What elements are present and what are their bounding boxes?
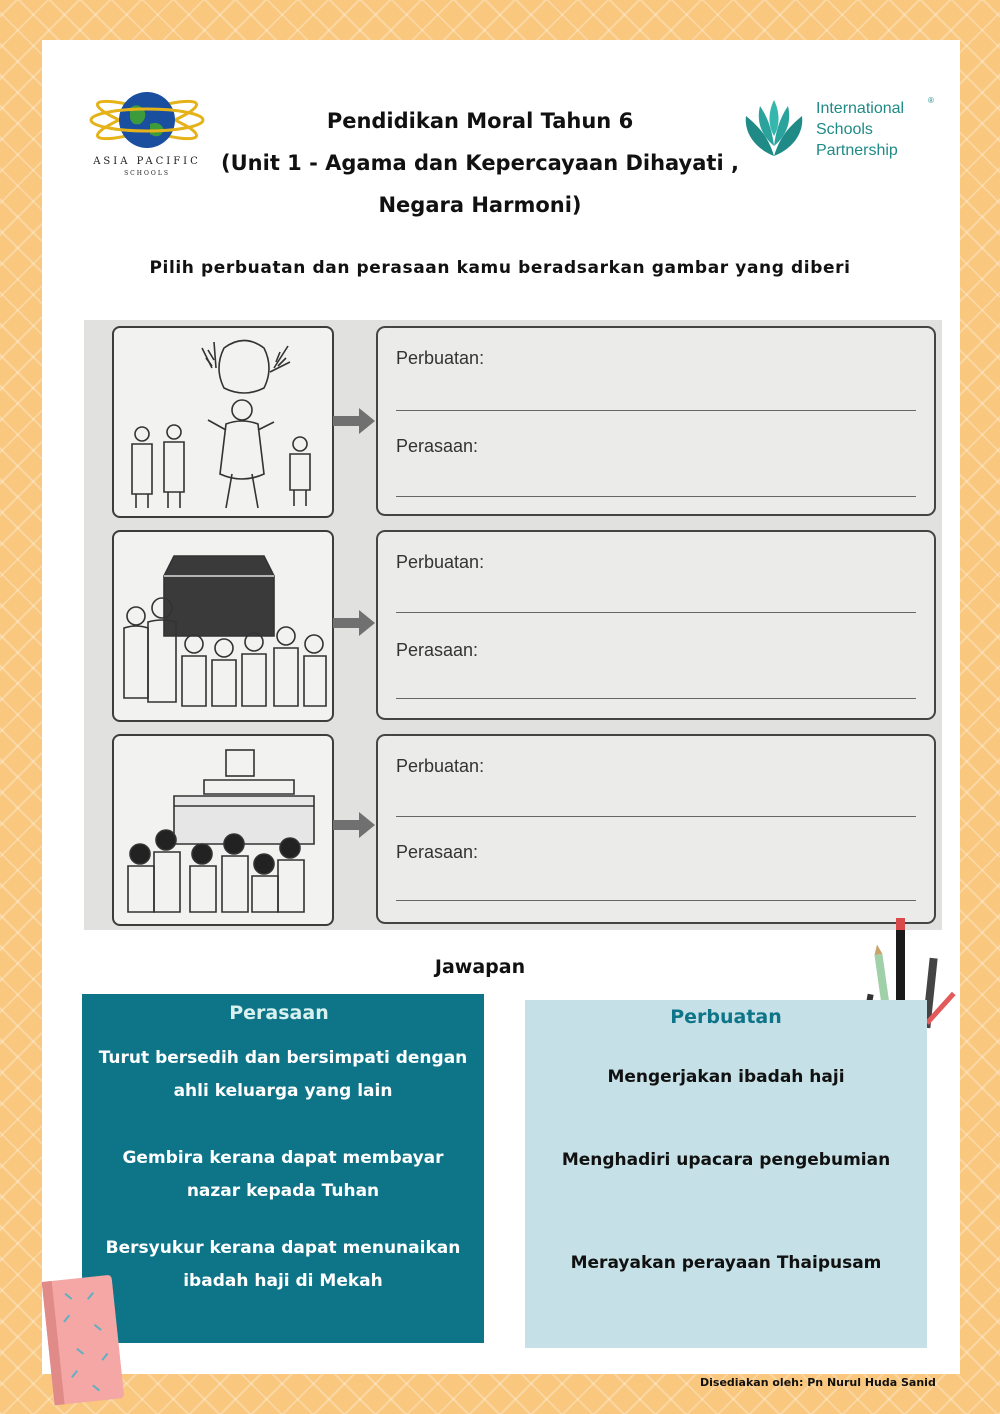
answer-line xyxy=(396,612,916,613)
perasaan-title: Perasaan xyxy=(229,1002,329,1024)
registered-mark: ® xyxy=(928,96,934,105)
label-perasaan-1: Perasaan: xyxy=(396,436,479,456)
picture-hajj xyxy=(112,530,334,722)
isp-leaf-icon xyxy=(740,96,808,158)
answer-line xyxy=(396,900,916,901)
picture-thaipusam xyxy=(112,326,334,518)
label-perbuatan-3: Perbuatan: xyxy=(396,756,485,776)
notebook-icon xyxy=(36,1270,130,1410)
answer-line xyxy=(396,698,916,699)
worksheet-photo xyxy=(84,320,942,930)
title-line-3: Negara Harmoni) xyxy=(378,193,582,217)
perasaan-option-1[interactable]: Turut bersedih dan bersimpati dengan ahli keluarga yang lain xyxy=(98,1048,468,1101)
perasaan-option-3[interactable]: Bersyukur kerana dapat menunaikan ibadah haji di Mekah xyxy=(105,1238,461,1291)
label-perbuatan-2: Perbuatan: xyxy=(396,552,485,572)
perbuatan-option-1[interactable]: Mengerjakan ibadah haji xyxy=(607,1067,845,1087)
answer-box-1 xyxy=(376,326,936,516)
thaipusam-illustration xyxy=(114,328,332,516)
globe-icon xyxy=(86,84,208,156)
perasaan-panel xyxy=(82,994,484,1343)
perasaan-option-2[interactable]: Gembira kerana dapat membayar nazar kepada Tuhan xyxy=(122,1148,444,1201)
title-line-2: (Unit 1 - Agama dan Kepercayaan Dihayati , xyxy=(221,151,739,175)
answer-box-2 xyxy=(376,530,936,720)
picture-funeral xyxy=(112,734,334,926)
asia-pacific-logo xyxy=(86,84,208,182)
arrow-right-icon xyxy=(331,406,377,436)
asia-logo-subtext: SCHOOLS xyxy=(124,170,170,177)
isp-logo-text xyxy=(816,98,904,161)
title-line-1: Pendidikan Moral Tahun 6 xyxy=(326,109,634,133)
perbuatan-panel xyxy=(525,1000,927,1348)
isp-logo xyxy=(740,96,950,166)
answers-heading: Jawapan xyxy=(434,956,526,978)
answer-box-3 xyxy=(376,734,936,924)
label-perasaan-2: Perasaan: xyxy=(396,640,479,660)
funeral-illustration xyxy=(114,736,332,924)
perbuatan-option-3[interactable]: Merayakan perayaan Thaipusam xyxy=(570,1253,882,1273)
perbuatan-title: Perbuatan xyxy=(670,1006,782,1028)
isp-line-2: Schools xyxy=(816,121,873,138)
instruction-text: Pilih perbuatan dan perasaan kamu beradsarkan gambar yang diberi xyxy=(149,258,851,278)
label-perasaan-3: Perasaan: xyxy=(396,842,479,862)
perbuatan-option-2[interactable]: Menghadiri upacara pengebumian xyxy=(561,1150,891,1170)
answer-line xyxy=(396,816,916,817)
arrow-right-icon xyxy=(331,810,377,840)
arrow-right-icon xyxy=(331,608,377,638)
isp-line-3: Partnership xyxy=(816,142,898,159)
isp-line-1: International xyxy=(816,100,905,117)
credit-text: Disediakan oleh: Pn Nurul Huda Sanid xyxy=(700,1376,936,1389)
page-title xyxy=(200,100,760,226)
label-perbuatan-1: Perbuatan: xyxy=(396,348,485,368)
answer-line xyxy=(396,496,916,497)
hajj-illustration xyxy=(114,532,332,720)
answer-line xyxy=(396,410,916,411)
asia-logo-text: ASIA PACIFIC xyxy=(93,156,201,167)
